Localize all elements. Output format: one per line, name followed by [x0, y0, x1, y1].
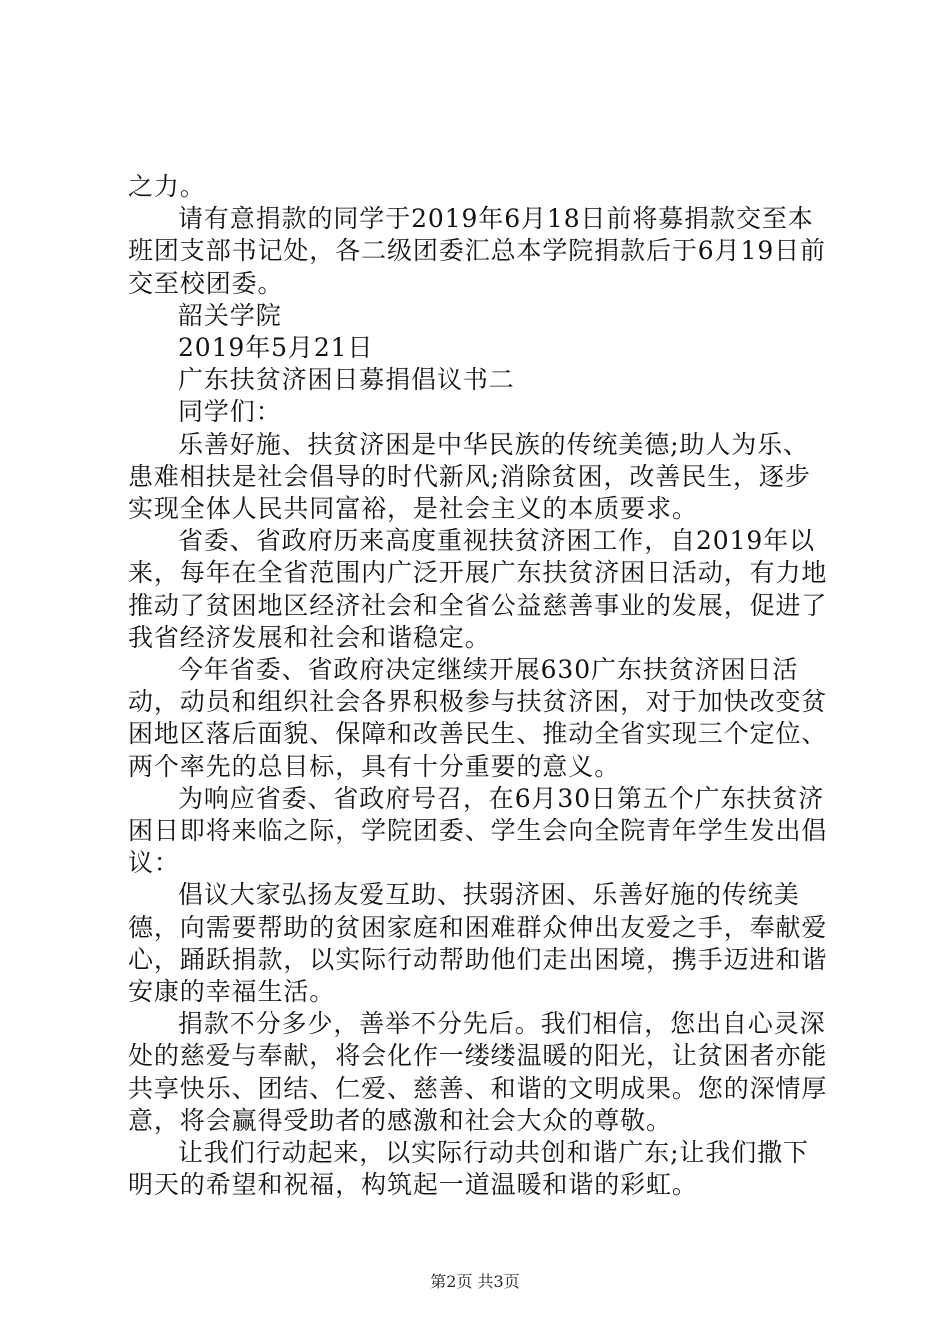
paragraph: 倡议大家弘扬友爱互助、扶弱济困、乐善好施的传统美德，向需要帮助的贫困家庭和困难群众伸出友爱之手，奉献爱心，踊跃捐款，以实际行动帮助他们走出困境，携手迈进和谐安康的幸福生活。 — [128, 880, 828, 1007]
paragraph: 乐善好施、扶贫济困是中华民族的传统美德;助人为乐、患难相扶是社会倡导的时代新风;消除贫困，改善民生，逐步实现全体人民共同富裕，是社会主义的本质要求。 — [128, 429, 811, 524]
page-footer — [0, 1272, 950, 1292]
section-title: 广东扶贫济困日募捐倡议书二 — [178, 365, 515, 395]
paragraph: 省委、省政府历来高度重视扶贫济困工作，自2019年以来，每年在全省范围内广泛开展广东扶贫济困日活动，有力地推动了贫困地区经济社会和全省公益慈善事业的发展，促进了我省经济发展和社会和谐稳定。 — [128, 526, 828, 652]
paragraph: 让我们行动起来，以实际行动共创和谐广东;让我们撒下明天的希望和祝福，构筑起一道温暖和谐的彩虹。 — [128, 1138, 809, 1200]
salutation: 同学们： — [178, 397, 282, 427]
paragraph: 为响应省委、省政府号召，在6月30日第五个广东扶贫济困日即将来临之际，学院团委、学生会向全院青年学生发出倡议： — [128, 783, 828, 878]
document-body — [128, 171, 834, 1202]
paragraph: 捐款不分多少，善举不分先后。我们相信，您出自心灵深处的慈爱与奉献，将会化作一缕缕温暖的阳光，让贫困者亦能共享快乐、团结、仁爱、慈善、和谐的文明成果。您的深情厚意，将会赢得受助者的感激和社会大众的尊敬。 — [128, 1009, 828, 1135]
paragraph: 请有意捐款的同学于2019年6月18日前将募捐款交至本班团支部书记处，各二级团委汇总本学院捐款后于6月19日前交至校团委。 — [128, 204, 826, 298]
paragraph: 之力。 — [128, 172, 206, 201]
paragraph: 今年省委、省政府决定继续开展630广东扶贫济困日活动，动员和组织社会各界积极参与扶贫济困，对于加快改变贫困地区落后面貌、保障和改善民生、推动全省实现三个定位、两个率先的总目标，具有十分重要的意义。 — [128, 655, 828, 781]
page-number-label: 第2页 共3页 — [430, 1272, 520, 1291]
signature-organization: 韶关学院 — [178, 300, 282, 330]
signature-date: 2019年5月21日 — [178, 333, 374, 363]
